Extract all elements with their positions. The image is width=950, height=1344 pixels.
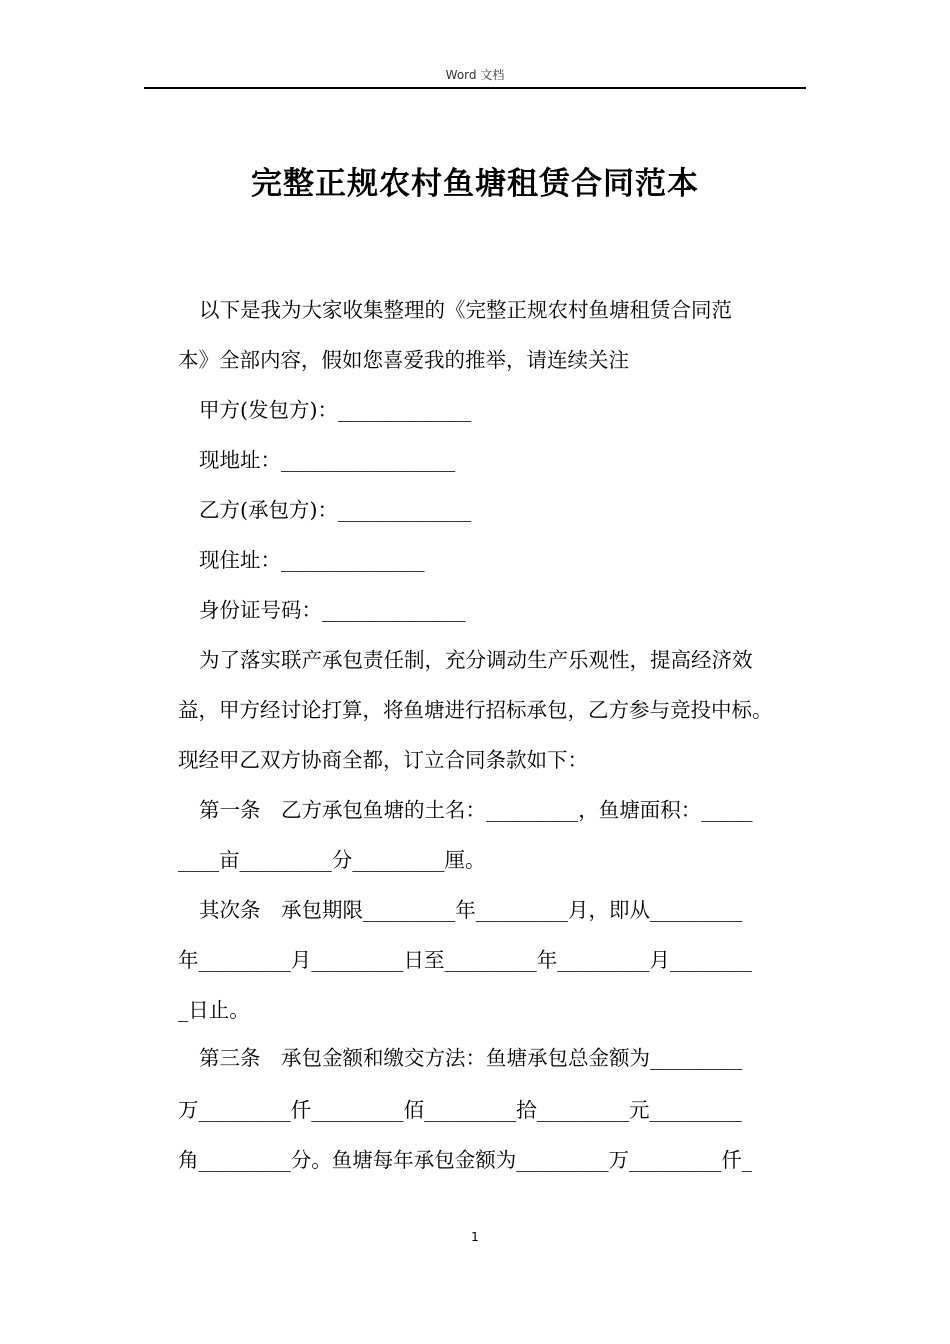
body-line: 益，甲方经讨论打算，将鱼塘进行招标承包，乙方参与竞投中标。 [178,698,773,722]
article-three-line: 第三条 承包金额和缴交方法：鱼塘承包总金额为_________ [199,1046,743,1070]
body-line: ____亩_________分_________厘。 [178,848,486,872]
body-line: 年_________月_________日至_________年_________月________ [178,948,752,972]
body-line: 为了落实联产承包责任制，充分调动生产乐观性，提高经济效 [199,648,753,672]
body-line: _日止。 [178,998,250,1022]
article-one-line: 第一条 乙方承包鱼塘的土名：_________，鱼塘面积：_____ [199,798,753,822]
body-line: 角_________分。鱼塘每年承包金额为_________万_________仟_ [178,1148,752,1172]
party-a-line: 甲方(发包方)：_____________ [199,398,472,422]
party-b-address-line: 现住址：______________ [199,548,425,572]
body-line: 万_________仟_________佰_________拾_________元_________ [178,1098,742,1122]
body-line: 现经甲乙双方协商全都，订立合同条款如下： [178,748,588,772]
party-b-line: 乙方(承包方)：_____________ [199,498,472,522]
page-header: Word 文档 [445,68,505,82]
body-line: 以下是我为大家收集整理的《完整正规农村鱼塘租赁合同范 [199,298,732,322]
page-number: 1 [471,1230,479,1244]
party-a-address-line: 现地址：_________________ [199,448,456,472]
header-rule [144,87,806,89]
article-two-line: 其次条 承包期限_________年_________月，即从_________ [199,898,743,922]
document-title: 完整正规农村鱼塘租赁合同范本 [251,166,699,202]
id-number-line: 身份证号码：______________ [199,598,466,622]
body-line: 本》全部内容，假如您喜爱我的推举，请连续关注 [178,348,629,372]
